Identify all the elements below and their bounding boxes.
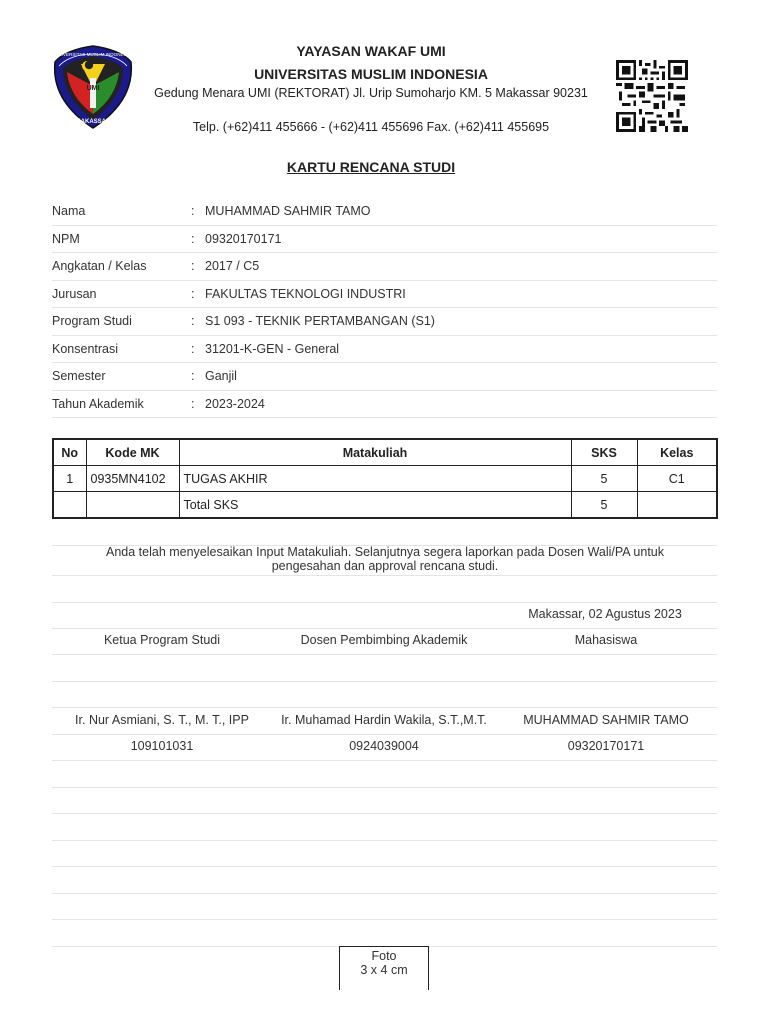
info-row-konsentrasi — [52, 336, 717, 364]
role-ketua-program-studi: Ketua Program Studi — [103, 633, 221, 647]
divider — [52, 602, 717, 603]
divider — [52, 575, 717, 576]
info-row-npm — [52, 226, 717, 254]
signer-id-ketua: 109101031 — [130, 739, 194, 753]
info-row-program-studi — [52, 308, 717, 336]
column-header-matakuliah: Matakuliah — [179, 439, 571, 466]
info-label: Semester — [52, 369, 106, 383]
info-value: MUHAMMAD SAHMIR TAMO — [205, 204, 371, 218]
cell-kelas: C1 — [637, 466, 717, 492]
photo-box-size: 3 x 4 cm — [360, 963, 408, 977]
cell-empty — [53, 492, 86, 519]
signer-id-mahasiswa: 09320170171 — [567, 739, 645, 753]
info-separator: : — [191, 396, 195, 411]
info-separator: : — [191, 341, 195, 356]
cell-empty — [637, 492, 717, 519]
logo-emblem-text: UMI — [86, 85, 100, 92]
divider — [52, 866, 717, 867]
info-row-nama — [52, 198, 717, 226]
total-sks-label: Total SKS — [179, 492, 571, 519]
cell-empty — [86, 492, 179, 519]
info-value: Ganjil — [205, 369, 237, 383]
info-row-tahun-akademik — [52, 391, 717, 419]
column-header-kelas: Kelas — [637, 439, 717, 466]
divider — [52, 893, 717, 894]
total-sks-value: 5 — [571, 492, 637, 519]
info-row-semester — [52, 363, 717, 391]
info-value: 31201-K-GEN - General — [205, 341, 340, 356]
signer-name-dosen: Ir. Muhamad Hardin Wakila, S.T.,M.T. — [281, 713, 487, 727]
student-info — [52, 198, 717, 418]
info-label: Tahun Akademik — [52, 396, 144, 411]
info-separator: : — [191, 369, 195, 383]
info-label: Program Studi — [52, 314, 132, 328]
signer-id-dosen: 0924039004 — [349, 739, 419, 753]
info-label: NPM — [52, 231, 80, 246]
info-separator: : — [191, 259, 195, 273]
info-label: Angkatan / Kelas — [52, 259, 147, 273]
divider — [52, 681, 717, 682]
table-header-row — [53, 439, 717, 466]
info-label: Nama — [52, 204, 86, 218]
info-separator: : — [191, 231, 195, 246]
info-separator: : — [191, 286, 195, 301]
column-header-kode-mk: Kode MK — [86, 439, 179, 466]
cell-sks: 5 — [571, 466, 637, 492]
cell-kode-mk: 0935MN4102 — [86, 466, 179, 492]
info-value: 09320170171 — [205, 231, 282, 246]
info-label: Konsentrasi — [52, 341, 119, 356]
divider — [52, 628, 717, 629]
divider — [52, 787, 717, 788]
signer-name-mahasiswa: MUHAMMAD SAHMIR TAMO — [523, 713, 689, 727]
divider — [52, 707, 717, 708]
divider — [52, 919, 717, 920]
info-row-jurusan — [52, 281, 717, 309]
logo-text-top: UNIVERSITAS MUSLIM INDONESIA — [55, 52, 131, 57]
info-value: S1 093 - TEKNIK PERTAMBANGAN (S1) — [205, 314, 435, 328]
photo-box-label: Foto — [371, 949, 397, 963]
column-header-sks: SKS — [571, 439, 637, 466]
info-separator: : — [191, 204, 195, 218]
total-row — [53, 492, 717, 519]
place-date: Makassar, 02 Agustus 2023 — [528, 607, 682, 621]
info-value: FAKULTAS TEKNOLOGI INDUSTRI — [205, 286, 406, 301]
divider — [52, 840, 717, 841]
divider — [52, 760, 717, 761]
qr-code — [614, 60, 690, 132]
cell-no: 1 — [53, 466, 86, 492]
notice-message: Anda telah menyelesaikan Input Matakuliah. Selanjutnya segera laporkan pada Dosen Wali/PA untuk pengesahan dan approval rencana studi. — [106, 545, 664, 573]
info-separator: : — [191, 314, 195, 328]
divider — [52, 813, 717, 814]
cell-matakuliah: TUGAS AKHIR — [179, 466, 571, 492]
logo-text-bottom: MAKASSAR — [75, 119, 111, 125]
university-address: Gedung Menara UMI (REKTORAT) Jl. Urip Sumoharjo KM. 5 Makassar 90231 — [154, 86, 588, 100]
university-contact: Telp. (+62)411 455666 - (+62)411 455696 Fax. (+62)411 455695 — [192, 120, 550, 134]
info-label: Jurusan — [52, 286, 97, 301]
table-row — [53, 466, 717, 492]
divider — [52, 734, 717, 735]
university-name: UNIVERSITAS MUSLIM INDONESIA — [254, 66, 488, 82]
column-header-no: No — [53, 439, 86, 466]
course-table — [52, 438, 718, 519]
photo-box — [339, 946, 429, 990]
divider — [52, 654, 717, 655]
role-mahasiswa: Mahasiswa — [574, 633, 638, 647]
info-row-angkatan — [52, 253, 717, 281]
role-dosen-pembimbing: Dosen Pembimbing Akademik — [300, 633, 468, 647]
document-title: KARTU RENCANA STUDI — [286, 159, 456, 175]
info-value: 2017 / C5 — [205, 259, 260, 273]
signer-name-ketua: Ir. Nur Asmiani, S. T., M. T., IPP — [75, 713, 249, 727]
university-logo — [53, 44, 133, 130]
info-value: 2023-2024 — [205, 396, 265, 411]
foundation-name: YAYASAN WAKAF UMI — [296, 43, 446, 59]
